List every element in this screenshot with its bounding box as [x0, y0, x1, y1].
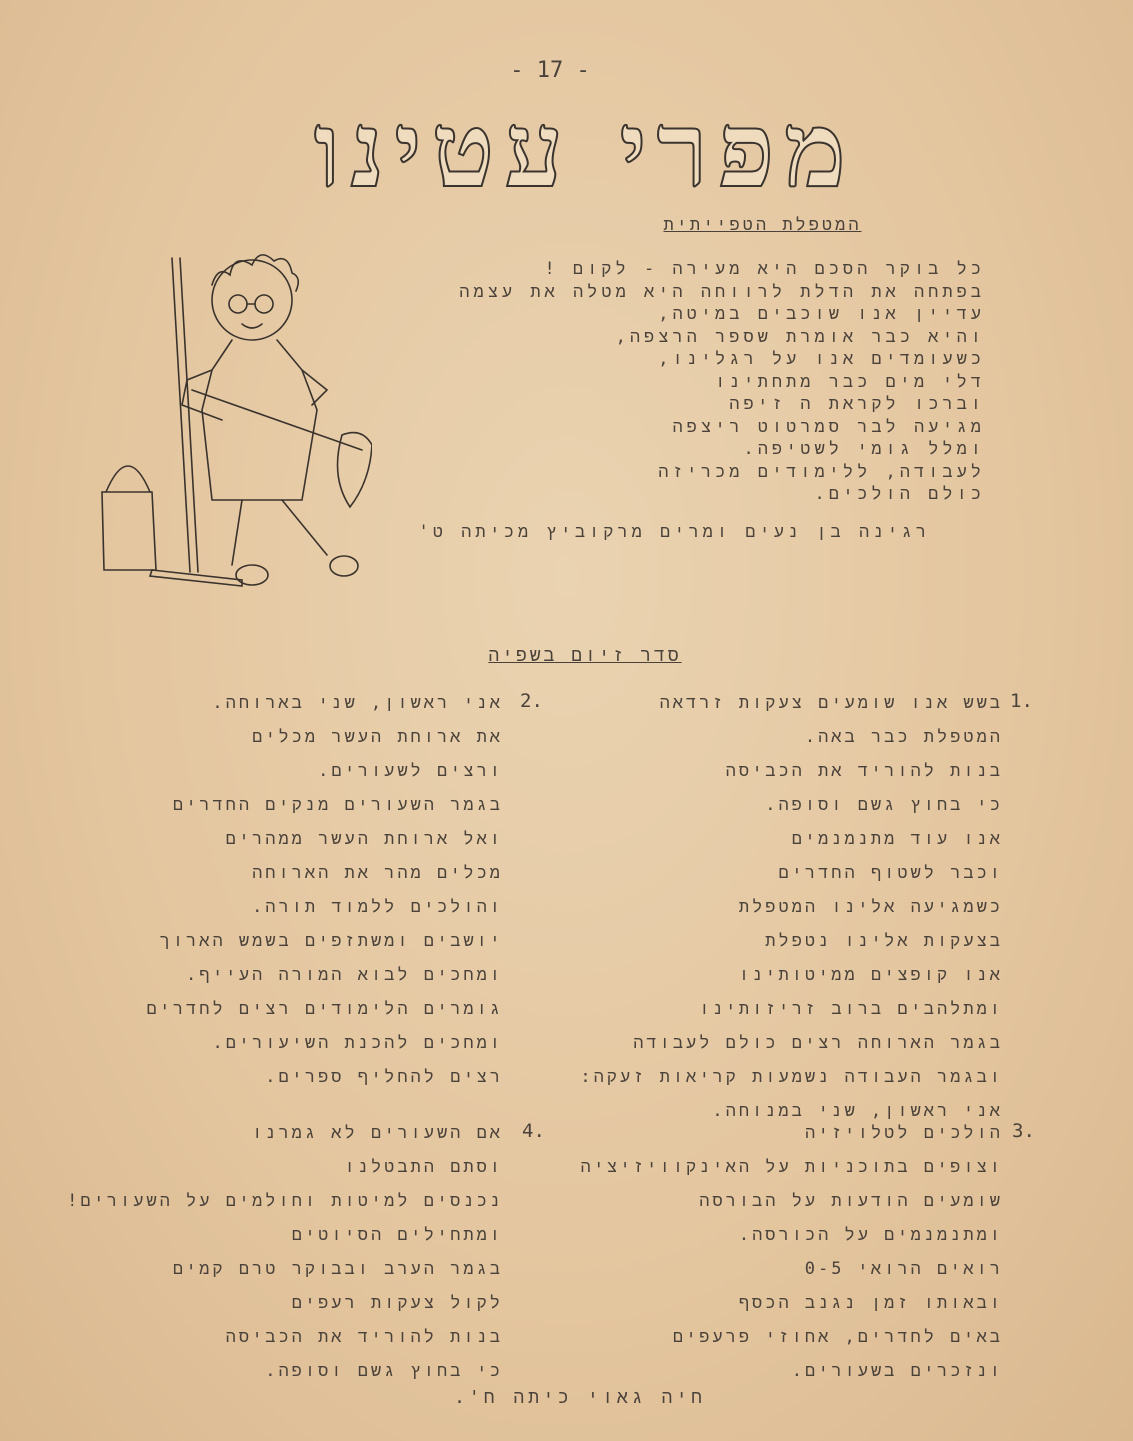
poem-line: וברכו לקראת ה זיפה — [729, 394, 985, 414]
poem-line: מגיעה לבר סמרטוט ריצפה — [672, 416, 985, 437]
stanza-line: יושבים ומשתזפים בשמש הארוך — [159, 931, 503, 951]
page-number: - 17 - — [510, 58, 590, 83]
left-shoe — [236, 565, 268, 585]
stanza-line: אני ראשון, שני במנוחה. — [712, 1101, 1003, 1121]
stanza-line: ובאותו זמן נגנב הכסף — [738, 1293, 1003, 1313]
page-title: מפרי עטינו — [313, 88, 857, 211]
right-shoe — [330, 556, 358, 576]
stanza-line: רצים להחליף ספרים. — [265, 1067, 503, 1087]
stanza-number: 4. — [522, 1120, 545, 1142]
stanza-line: בשש אנו שומעים צעקות זרדאה — [659, 693, 1003, 713]
broom-stick — [192, 390, 362, 450]
signature: חיה גאוי כיתה ח'. — [454, 1387, 706, 1408]
stanza-line: בגמר הערב ובבוקר טרם קמים — [172, 1259, 503, 1279]
poem-line: ומלל גומי לשטיפה. — [743, 439, 985, 459]
stanza-line: כי בחוץ גשם וסופה. — [265, 1361, 503, 1381]
mop-head — [150, 570, 242, 586]
poem-line: כולם הולכים. — [814, 484, 985, 504]
stanza-line: והולכים ללמוד תורה. — [252, 897, 503, 917]
stanza-line: מכלים מהר את הארוחה — [252, 863, 503, 883]
stanza-line: וסתם התבטלנו — [344, 1157, 503, 1177]
curly-hair — [212, 255, 298, 291]
stanza-line: רואים הרואי 0-5 — [804, 1259, 1003, 1279]
poem-title: המטפלת הטפייתית — [663, 215, 862, 235]
stanza-line: המטפלת כבר באה. — [804, 727, 1003, 747]
stanza-line: אנו קופצים ממיטותינו — [738, 965, 1003, 985]
mop-handle — [172, 258, 190, 572]
stanza-line: בצעקות אלינו נטפלת — [765, 931, 1003, 951]
right-arm — [302, 370, 327, 405]
poem-line: בפתחה את הדלת לרווחה היא מטלה את עצמה — [459, 281, 985, 302]
poem-line: לעבודה, ללימודים מכריזה — [658, 461, 985, 482]
stanza-1 — [503, 686, 1003, 1128]
stanza-line: ובגמר העבודה נשמעות קריאות זעקה: — [580, 1067, 1003, 1087]
stanza-number: 3. — [1012, 1120, 1035, 1142]
stanza-line: וכבר לשטוף החדרים — [778, 863, 1003, 883]
stanza-line: ומתלהבים ברוב זריזותינו — [699, 999, 1003, 1019]
stanza-line: אנו עוד מתנמנמים — [791, 829, 1003, 849]
stanza-line: ומתחילים הסיוטים — [291, 1225, 503, 1245]
stanza-number: 2. — [520, 690, 543, 712]
stanza-line: בנות להוריד את הכביסה — [225, 1327, 503, 1347]
poem-line: דלי מים כבר מתחתינו — [715, 371, 985, 392]
stanza-line: גומרים הלימודים רצים לחדרים — [146, 999, 503, 1019]
poem-line: כשעומדים אנו על רגלינו, — [658, 349, 985, 369]
glasses — [229, 295, 247, 313]
stanza-line: כשמגיעה אלינו המטפלת — [738, 897, 1003, 917]
cleaning-woman-illustration — [92, 230, 372, 610]
poem-author: רגינה בן נעים ומרים מרקוביץ מכיתה ט' — [418, 522, 930, 542]
poem-line: עדיין אנו שוכבים במיטה, — [658, 304, 985, 324]
stanza-line: לקול צעקות רעפים — [291, 1293, 503, 1313]
stanza-line: ונזכרים בשעורים. — [791, 1361, 1003, 1381]
stanza-line: ואל ארוחת העשר ממהרים — [225, 829, 503, 849]
stanza-line: בנות להוריד את הכביסה — [725, 761, 1003, 781]
stanza-line: כי בחוץ גשם וסופה. — [765, 795, 1003, 815]
left-leg — [232, 500, 242, 565]
stanza-line: אם השעורים לא גמרנו — [252, 1123, 503, 1143]
stanza-number: 1. — [1010, 690, 1033, 712]
right-leg — [282, 500, 327, 555]
stanza-line: אני ראשון, שני בארוחה. — [212, 693, 503, 713]
stanza-2 — [3, 686, 503, 1094]
stanza-line: שומעים הודעות על הבורסה — [699, 1191, 1003, 1211]
stanza-line: באים לחדרים, אחוזי פרעפים — [672, 1327, 1003, 1347]
poem-body — [459, 258, 985, 506]
poem-line: והיא כבר אומרת שספר הרצפה, — [615, 326, 985, 347]
stanza-line: בגמר השעורים מנקים החדרים — [172, 795, 503, 815]
stanza-line: את ארוחת העשר מכלים — [252, 727, 503, 747]
stanza-line: נכנסים למיטות וחולמים על השעורים! — [67, 1191, 503, 1211]
stanza-line: ומחכים לבוא המורה העייף. — [186, 965, 503, 985]
stanza-line: וצופים בתוכניות על האינקוויזיציה — [580, 1157, 1003, 1177]
section-title: סדר זיום בשפיה — [488, 645, 682, 666]
bucket — [102, 492, 156, 570]
stanza-line: בגמר הארוחה רצים כולם לעבודה — [633, 1033, 1003, 1053]
stanza-line: ומתנמנמים על הכורסה. — [738, 1225, 1003, 1245]
stanza-line: ורצים לשעורים. — [318, 761, 503, 781]
dress — [202, 340, 317, 500]
stanza-4 — [8, 1116, 503, 1388]
stanza-line: ומחכים להכנת השיעורים. — [212, 1033, 503, 1053]
stanza-line: הולכים לטלויזיה — [804, 1123, 1003, 1143]
stanza-3 — [503, 1116, 1003, 1388]
poem-line: כל בוקר הסכם היא מעירה - לקום ! — [544, 259, 985, 279]
